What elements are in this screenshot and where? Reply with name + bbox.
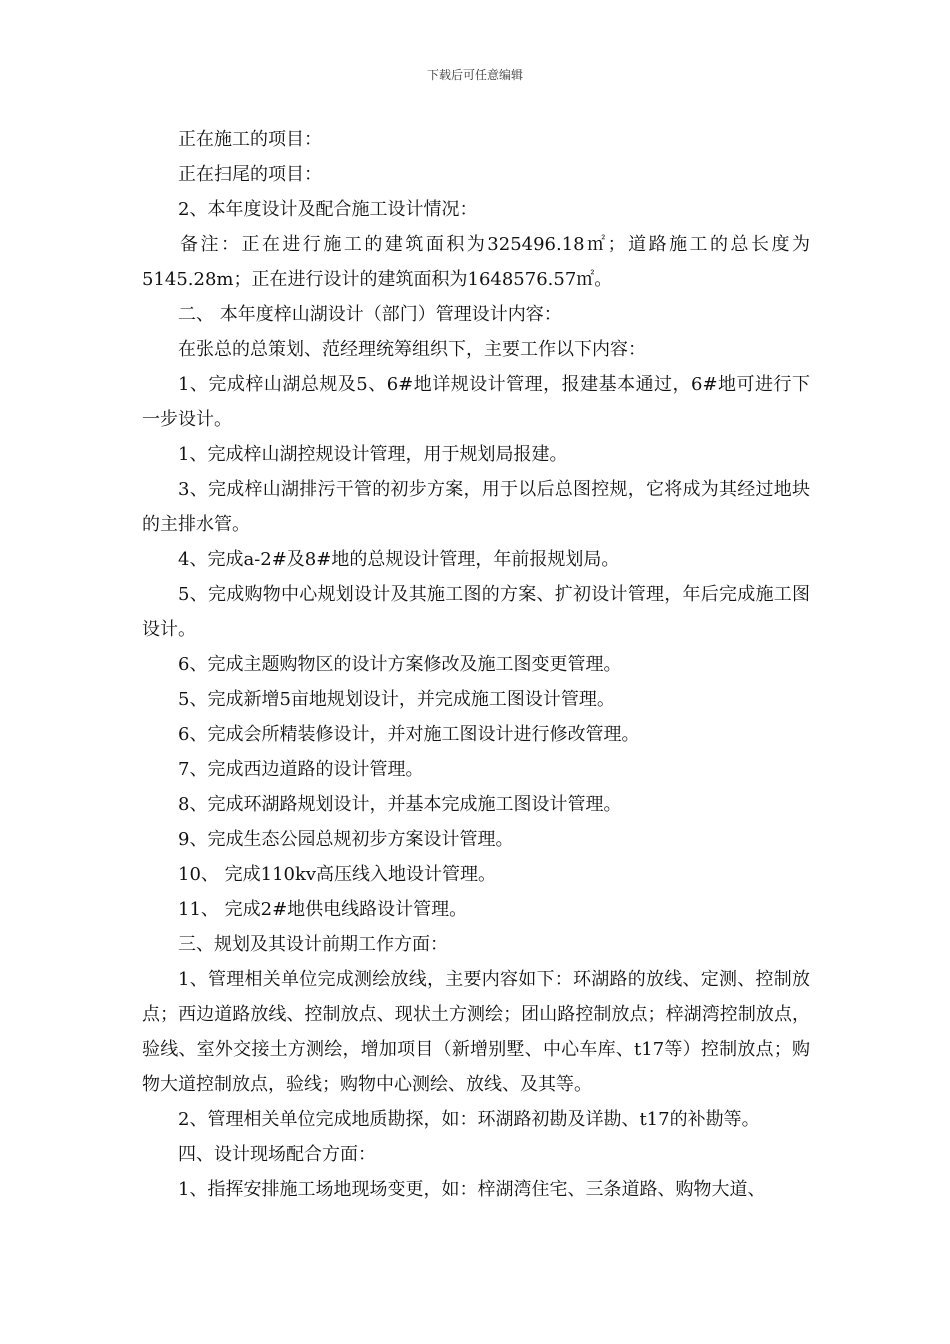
paragraph: 5、完成购物中心规划设计及其施工图的方案、扩初设计管理，年后完成施工图设计。 [142,584,810,640]
paragraph: 6、完成会所精装修设计，并对施工图设计进行修改管理。 [178,724,640,745]
paragraph: 备注：正在进行施工的建筑面积为325496.18㎡；道路施工的总长度为5145.28m；正在进行设计的建筑面积为1648576.57㎡。 [142,234,810,290]
paragraph: 四、设计现场配合方面： [178,1144,376,1165]
paragraph: 11、 完成2#地供电线路设计管理。 [178,899,468,920]
paragraph: 正在扫尾的项目： [178,164,322,185]
paragraph: 在张总的总策划、范经理统筹组织下，主要工作以下内容： [178,339,646,360]
page-header: 下载后可任意编辑 [426,68,523,82]
paragraph: 6、完成主题购物区的设计方案修改及施工图变更管理。 [178,654,622,675]
paragraph: 8、完成环湖路规划设计，并基本完成施工图设计管理。 [178,794,622,815]
paragraph: 1、完成梓山湖控规设计管理，用于规划局报建。 [178,444,568,465]
paragraph: 9、完成生态公园总规初步方案设计管理。 [178,829,514,850]
paragraph: 1、指挥安排施工场地现场变更，如：梓湖湾住宅、三条道路、购物大道、 [178,1179,766,1200]
paragraph: 2、管理相关单位完成地质勘探，如：环湖路初勘及详勘、t17的补勘等。 [178,1109,760,1130]
paragraph: 5、完成新增5亩地规划设计，并完成施工图设计管理。 [178,689,615,710]
paragraph: 2、本年度设计及配合施工设计情况： [178,199,478,220]
paragraph: 1、管理相关单位完成测绘放线，主要内容如下：环湖路的放线、定测、控制放点；西边道路放线、控制放点、现状土方测绘；团山路控制放点；梓湖湾控制放点，验线、室外交接土方测绘，增加项目（新增别墅、中心车库、t17等）控制放点；购物大道控制放点，验线；购物中心测绘、放线、及其等。 [142,969,810,1095]
paragraph: 正在施工的项目： [178,129,322,150]
paragraph: 7、完成西边道路的设计管理。 [178,759,424,780]
paragraph: 三、规划及其设计前期工作方面： [178,934,448,955]
paragraph: 10、 完成110kv高压线入地设计管理。 [178,864,497,885]
paragraph: 二、 本年度梓山湖设计（部门）管理设计内容： [178,304,562,325]
document-body [142,122,810,1207]
paragraph: 1、完成梓山湖总规及5、6#地详规设计管理，报建基本通过，6#地可进行下一步设计。 [142,374,810,430]
paragraph: 4、完成a-2#及8#地的总规设计管理，年前报规划局。 [178,549,620,570]
paragraph: 3、完成梓山湖排污干管的初步方案，用于以后总图控规，它将成为其经过地块的主排水管。 [142,479,810,535]
